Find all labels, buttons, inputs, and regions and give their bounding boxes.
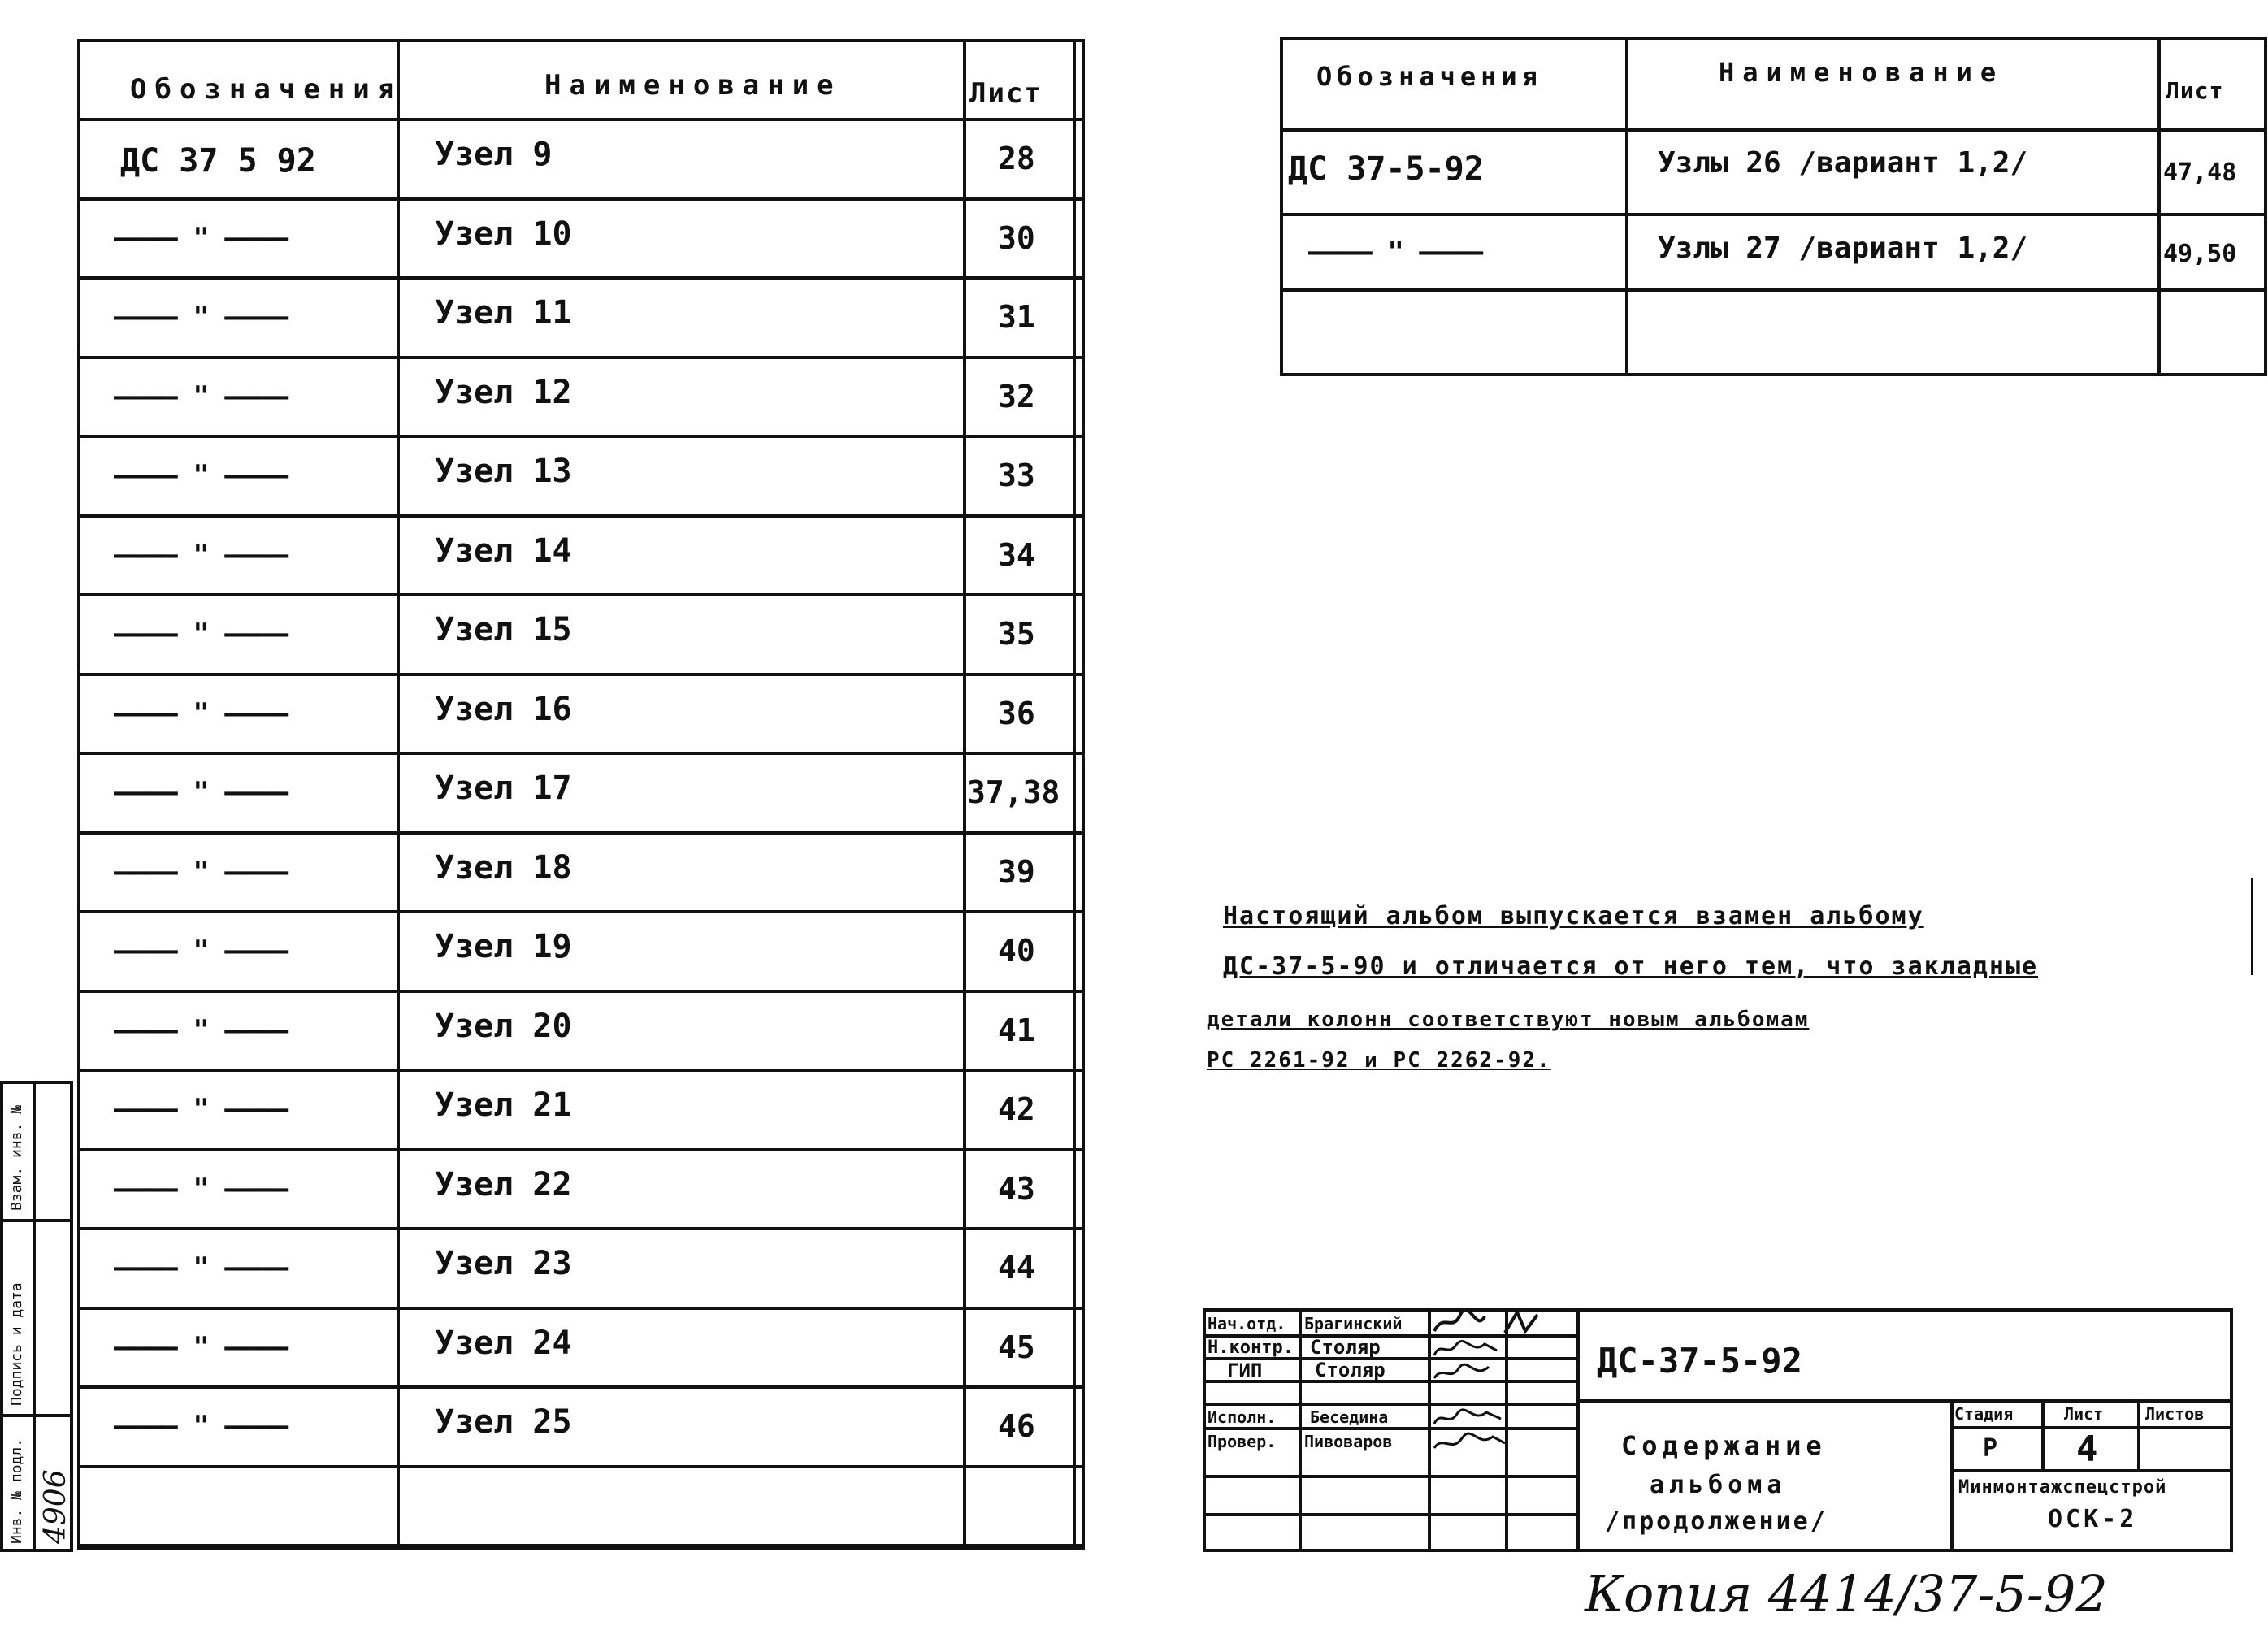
left-row-sheet: 31 [998,299,1035,335]
left-row-divider [77,356,1085,359]
organization-line-2: ОСК-2 [2048,1505,2138,1533]
footer-handwriting: Копия 4414/37-5-92 [1585,1564,2108,1624]
left-row-designation: ———— " ———— [114,221,288,254]
left-row-designation: ———— " ———— [114,696,288,730]
left-row-name: Узел 23 [435,1245,572,1282]
left-row-sheet: 41 [998,1012,1035,1048]
margin-handwritten-number: 4906 [39,1469,72,1544]
right-header-sheet: Лист [2166,77,2224,104]
left-row-designation: ———— " ———— [114,618,288,650]
margin-label-inventory: Инв. № подл. [8,1437,25,1544]
title-line-1: Содержание [1621,1430,1827,1461]
document-code: ДС-37-5-92 [1597,1341,1802,1381]
right-row-1-designation: ДС 37-5-92 [1288,150,1484,188]
left-row-designation: ———— " ———— [114,776,288,809]
left-row-sheet: 44 [998,1250,1035,1286]
left-row-name: Узел 16 [435,690,572,728]
left-row-divider [77,514,1085,518]
person-head-dept: Брагинский [1304,1314,1403,1333]
left-row-name: Узел 10 [435,215,572,253]
left-row-sheet: 36 [998,695,1035,731]
left-row-name: Узел 24 [435,1324,572,1362]
left-row-name: Узел 19 [435,928,572,965]
right-header-name: Наименование [1719,57,2005,88]
right-row-1-sheet: 47,48 [2163,158,2237,187]
margin-label-signature-date: Подпись и дата [8,1282,25,1406]
left-row-sheet: 42 [998,1091,1035,1127]
left-row-divider [77,990,1085,993]
stage-value: Р [1983,1434,1998,1463]
left-row-name: Узел 11 [435,294,572,332]
signature-executor [1434,1410,1501,1424]
left-row-name: Узел 21 [435,1086,572,1124]
note-line-1: Настоящий альбом выпускается взамен альбому [1223,902,1924,930]
left-row-sheet: 39 [998,853,1035,890]
left-row-sheet: 45 [998,1329,1035,1365]
person-chief-engineer: Столяр [1315,1359,1386,1381]
right-row-2-designation: ———— " ———— [1308,236,1483,268]
role-checker: Провер. [1208,1432,1277,1451]
role-head-dept: Нач.отд. [1208,1314,1286,1333]
title-line-3: /продолжение/ [1605,1507,1828,1536]
left-row-divider [77,593,1085,596]
left-row-sheet: 46 [998,1408,1035,1444]
title-line-2: альбома [1650,1471,1787,1499]
left-row-divider [77,1544,1085,1547]
left-row-designation: ———— " ———— [114,855,288,888]
margin-label-replaced-inventory: Взам. инв. № [8,1104,25,1211]
note-line-2: ДС-37-5-90 и отличается от него тем, что закладные [1223,952,2039,981]
left-row-sheet: 32 [998,378,1035,414]
left-row-designation: ———— " ———— [114,1172,288,1205]
left-row-sheet: 40 [998,933,1035,969]
right-header-designation: Обозначения [1316,61,1542,92]
left-row-designation: ———— " ———— [114,1330,288,1364]
left-row-name: Узел 15 [435,611,572,648]
left-row-name: Узел 9 [435,136,553,173]
left-row-divider [77,197,1085,201]
left-row-designation: ———— " ———— [114,301,288,333]
left-row-designation: ———— " ———— [114,1251,288,1284]
left-row-designation: ———— " ———— [114,538,288,571]
role-norm-control: Н.контр. [1208,1338,1294,1358]
left-row-sheet: 43 [998,1170,1035,1207]
left-row-divider [77,910,1085,913]
right-row-2-sheet: 49,50 [2163,240,2237,268]
right-row-1-name: Узлы 26 /вариант 1,2/ [1658,146,2028,180]
left-row-sheet: 37,38 [967,774,1060,810]
signatures [1428,1308,1574,1471]
left-row-designation: ———— " ———— [114,1013,288,1047]
note-line-4: РС 2261-92 и РС 2262-92. [1207,1048,1551,1073]
role-executor: Исполн. [1208,1407,1277,1427]
signature-checker [1434,1433,1505,1448]
left-row-divider [77,1465,1085,1468]
left-header-sheet: Лист [969,77,1043,110]
left-row-sheet: 28 [998,141,1035,176]
left-col-sep-2 [963,39,966,1550]
signature-chief-engineer [1434,1364,1489,1378]
left-row-name: Узел 25 [435,1403,572,1441]
left-row-name: Узел 13 [435,453,572,490]
person-norm-control: Столяр [1310,1336,1381,1359]
left-row-divider [77,831,1085,835]
left-col-sep-1 [397,39,400,1550]
sheets-label: Листов [2145,1404,2205,1424]
left-row-designation: ———— " ———— [114,459,288,492]
role-chief-engineer: ГИП [1227,1359,1263,1382]
left-row-divider [77,1227,1085,1230]
left-row-divider [77,435,1085,438]
left-header-name: Наименование [544,69,842,102]
left-row-name: Узел 14 [435,531,572,570]
signature-norm-control [1434,1341,1497,1355]
left-row-sheet: 35 [998,616,1035,652]
left-row-sheet: 33 [998,457,1035,493]
left-header-designation: Обозначения [130,73,403,106]
left-row-name: Узел 17 [435,770,572,807]
left-row-divider [77,1385,1085,1389]
right-row-2-name: Узлы 27 /вариант 1,2/ [1658,232,2028,265]
signature-head-dept [1434,1310,1537,1333]
left-row-sheet: 34 [998,536,1035,573]
left-row-name: Узел 12 [435,373,572,411]
left-row-sheet: 30 [998,219,1035,256]
left-row-designation: ———— " ———— [114,1093,288,1125]
left-row-divider [77,1148,1085,1151]
left-row-designation: ———— " ———— [114,1410,288,1442]
note-line-3: детали колонн соответствуют новым альбомам [1207,1008,1810,1032]
left-row-name: Узел 18 [435,848,572,887]
sheet-label: Лист [2064,1404,2104,1424]
person-checker: Пивоваров [1304,1432,1393,1451]
person-executor: Беседина [1310,1407,1389,1427]
left-row-name: Узел 20 [435,1007,572,1045]
left-row-divider [77,752,1085,755]
left-row-divider [77,673,1085,676]
left-row-designation: ———— " ———— [114,379,288,413]
organization-line-1: Минмонтажспецстрой [1958,1477,2167,1498]
left-row-name: Узел 22 [435,1165,572,1203]
left-row-divider [77,1069,1085,1072]
left-row-divider [77,276,1085,280]
stage-label: Стадия [1954,1404,2014,1424]
left-row-designation: ДС 37 5 92 [120,142,316,180]
left-row-designation: ———— " ———— [114,934,288,967]
sheet-value: 4 [2076,1429,2098,1470]
left-row-divider [77,1307,1085,1310]
